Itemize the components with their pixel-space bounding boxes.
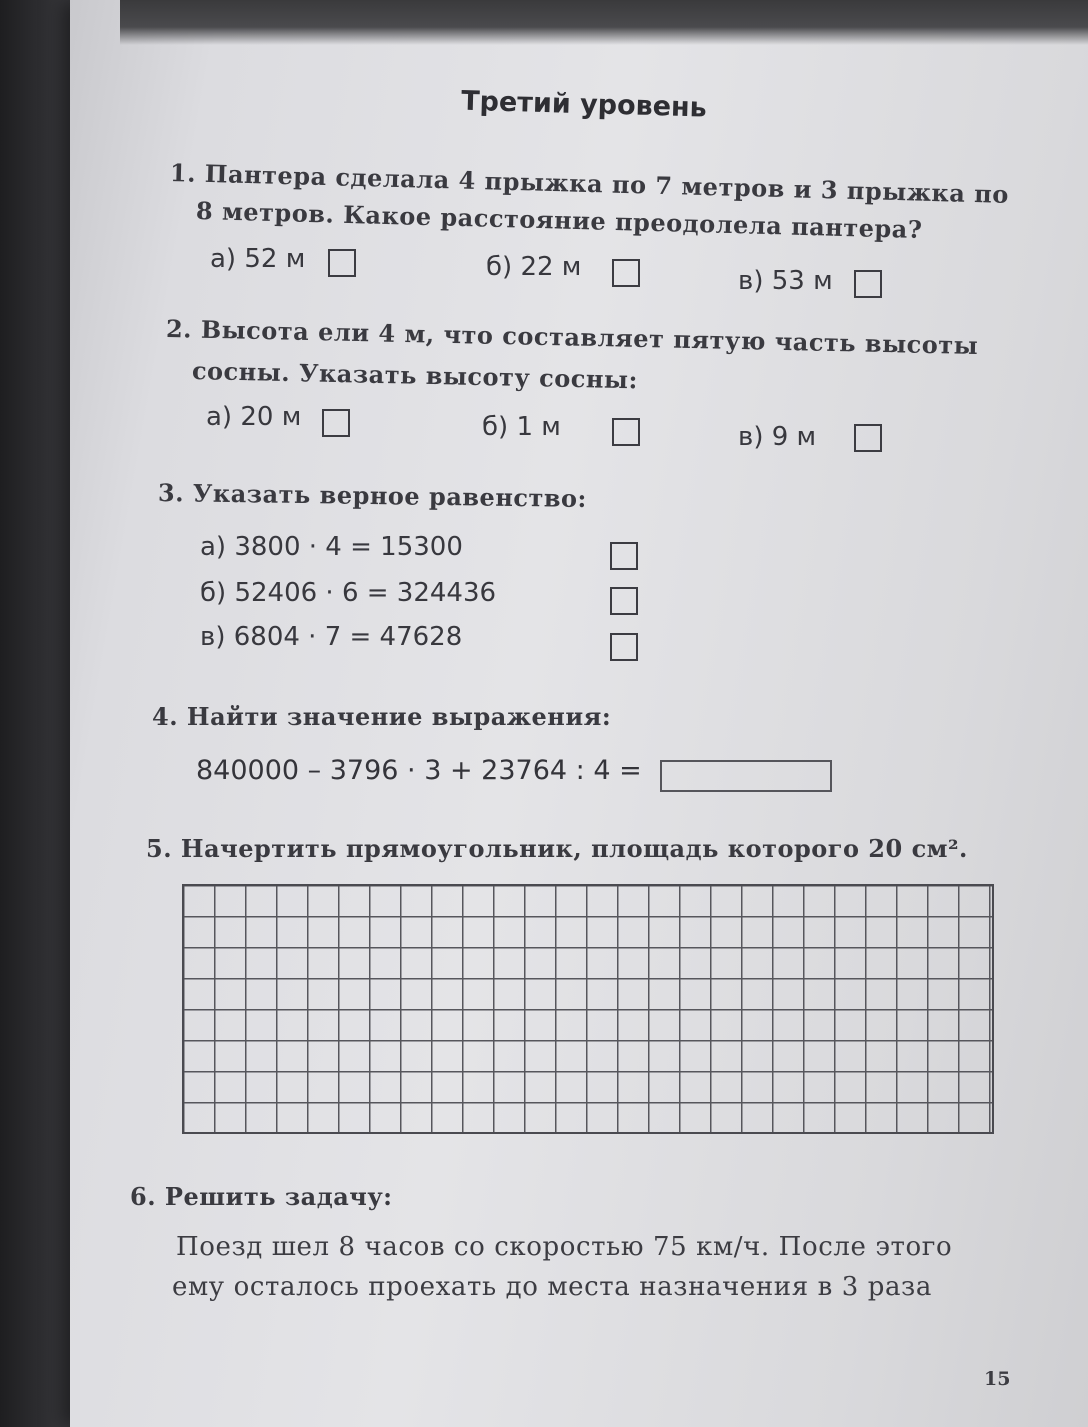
q3-option-c: в) 6804 · 7 = 47628 xyxy=(200,622,463,652)
q3-option-a: а) 3800 · 4 = 15300 xyxy=(200,532,463,562)
q2-option-a-checkbox[interactable] xyxy=(322,409,350,437)
q4-expression: 840000 – 3796 · 3 + 23764 : 4 = xyxy=(196,755,642,786)
q2-option-b: б) 1 м xyxy=(482,412,561,442)
q2-option-c-checkbox[interactable] xyxy=(854,424,882,452)
q1-option-b: б) 22 м xyxy=(486,252,582,282)
q1-option-c-checkbox[interactable] xyxy=(854,270,882,298)
q3-option-b: б) 52406 · 6 = 324436 xyxy=(200,578,497,608)
q2-option-b-checkbox[interactable] xyxy=(612,418,640,446)
question-1-text-cont: 8 метров. Какое расстояние преодолела пантера? xyxy=(195,196,923,245)
question-2-text-cont: сосны. Указать высоту сосны: xyxy=(191,356,639,395)
q3-option-c-checkbox[interactable] xyxy=(610,633,638,661)
question-4-text: 4. Найти значение выражения: xyxy=(152,702,612,731)
q1-option-a-checkbox[interactable] xyxy=(328,249,356,277)
q6-problem-text-cont: ему осталось проехать до места назначения в 3 раза xyxy=(172,1272,932,1302)
q3-option-a-checkbox[interactable] xyxy=(610,542,638,570)
q4-answer-field[interactable] xyxy=(660,760,832,792)
question-6-text: 6. Решить задачу: xyxy=(130,1182,393,1211)
q2-option-a: а) 20 м xyxy=(206,402,302,432)
q1-option-c: в) 53 м xyxy=(738,266,833,296)
question-2-text: 2. Высота ели 4 м, что составляет пятую часть высоты xyxy=(165,314,979,361)
question-3-text: 3. Указать верное равенство: xyxy=(157,478,588,513)
page-title: Третий уровень xyxy=(460,85,708,124)
page-top-shadow xyxy=(120,0,1088,45)
q1-option-b-checkbox[interactable] xyxy=(612,259,640,287)
page-number: 15 xyxy=(984,1368,1011,1390)
q3-option-b-checkbox[interactable] xyxy=(610,587,638,615)
question-1-text: 1. Пантера сделала 4 прыжка по 7 метров и 3 прыжка по xyxy=(169,158,1010,209)
drawing-grid[interactable] xyxy=(182,884,994,1134)
q2-option-c: в) 9 м xyxy=(738,422,817,452)
q1-option-a: а) 52 м xyxy=(210,244,306,274)
question-5-text: 5. Начертить прямоугольник, площадь которого 20 см². xyxy=(146,834,968,863)
q6-problem-text: Поезд шел 8 часов со скоростью 75 км/ч. После этого xyxy=(176,1232,953,1262)
